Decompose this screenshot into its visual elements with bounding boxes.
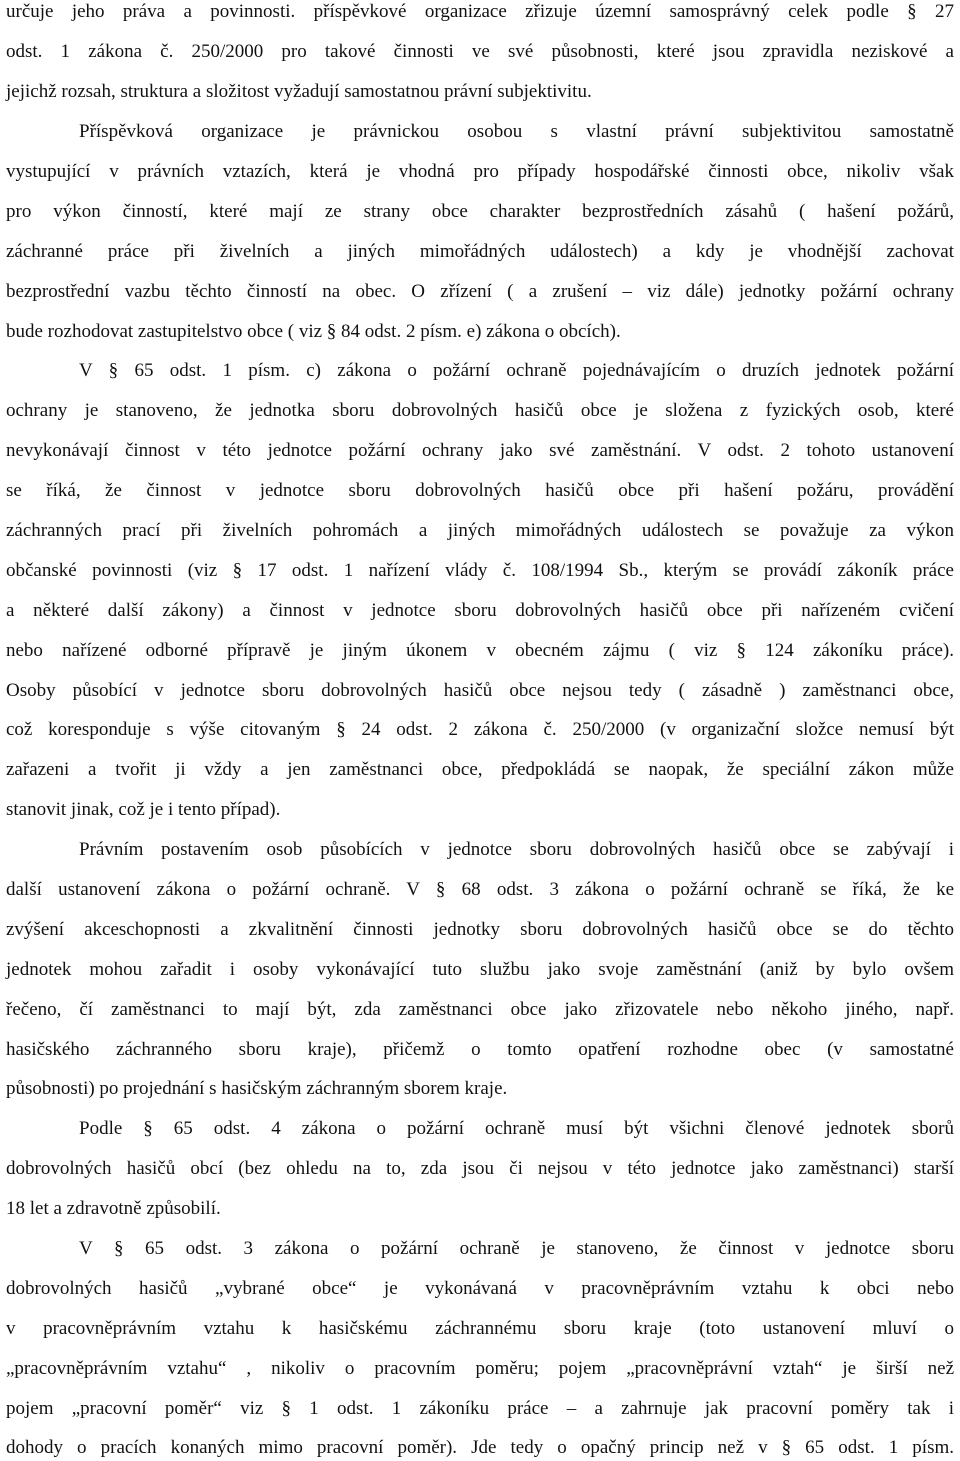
text-line: zvýšení akceschopnosti a zkvalitnění činnosti jednotky sboru dobrovolných hasičů obce se do těchto	[6, 919, 954, 940]
text-line: Osoby působící v jednotce sboru dobrovolných hasičů obce nejsou tedy ( zásadně ) zaměstnanci obce,	[6, 680, 954, 701]
text-line: záchranných prací při živelních pohromách a jiných mimořádných událostech se považuje za výkon	[6, 520, 954, 541]
text-line: nevykonávají činnost v této jednotce požární ochrany jako své zaměstnání. V odst. 2 tohoto ustanovení	[6, 440, 954, 461]
text-line: stanovit jinak, což je i tento případ).	[6, 799, 281, 820]
text-line: odst. 1 zákona č. 250/2000 pro takové činnosti ve své působnosti, které jsou zpravidla neziskové a	[6, 41, 954, 62]
text-line: ochrany je stanoveno, že jednotka sboru dobrovolných hasičů obce je složena z fyzických osob, které	[6, 400, 954, 421]
text-line: jednotek mohou zařadit i osoby vykonávající tuto službu jako svoje zaměstnání (aniž by bylo ovšem	[6, 959, 954, 980]
text-line: záchranné práce při živelních a jiných mimořádných událostech) a kdy je vhodnější zachovat	[6, 241, 954, 262]
text-line: „pracovněprávním vztahu“ , nikoliv o pracovním poměru; pojem „pracovněprávní vztah“ je širší než	[6, 1358, 954, 1379]
text-line: Právním postavením osob působících v jednotce sboru dobrovolných hasičů obce se zabývají i	[79, 839, 954, 860]
text-line: bude rozhodovat zastupitelstvo obce ( viz § 84 odst. 2 písm. e) zákona o obcích).	[6, 321, 621, 342]
text-line: další ustanovení zákona o požární ochraně. V § 68 odst. 3 zákona o požární ochraně se říká, že ke	[6, 879, 954, 900]
text-line: dobrovolných hasičů obcí (bez ohledu na to, zda jsou či nejsou v této jednotce jako zaměstnanci) starší	[6, 1158, 954, 1179]
text-line: zařazeni a tvořit ji vždy a jen zaměstnanci obce, předpokládá se naopak, že speciální zákon může	[6, 759, 954, 780]
text-line: řečeno, čí zaměstnanci to mají být, zda zaměstnanci obce jako zřizovatele nebo někoho jiného, např.	[6, 999, 954, 1020]
text-line: jejichž rozsah, struktura a složitost vyžadují samostatnou právní subjektivitu.	[6, 81, 592, 102]
text-line: pro výkon činností, které mají ze strany obce charakter bezprostředních zásahů ( hašení požárů,	[6, 201, 954, 222]
text-line: bezprostřední vazbu těchto činností na obec. O zřízení ( a zrušení – viz dále) jednotky požární ochrany	[6, 281, 954, 302]
text-line: V § 65 odst. 3 zákona o požární ochraně je stanoveno, že činnost v jednotce sboru	[79, 1238, 954, 1259]
text-line: hasičského záchranného sboru kraje), přičemž o tomto opatření rozhodne obec (v samostatné	[6, 1039, 954, 1060]
text-line: v pracovněprávním vztahu k hasičskému záchrannému sboru kraje (toto ustanovení mluví o	[6, 1318, 954, 1339]
text-line: V § 65 odst. 1 písm. c) zákona o požární ochraně pojednávajícím o druzích jednotek požární	[79, 360, 954, 381]
text-line: a některé další zákony) a činnost v jednotce sboru dobrovolných hasičů obce při nařízeném cvičení	[6, 600, 954, 621]
text-line: určuje jeho práva a povinnosti. příspěvkové organizace zřizuje územní samosprávný celek podle § 27	[6, 1, 954, 22]
text-line: Podle § 65 odst. 4 zákona o požární ochraně musí být všichni členové jednotek sborů	[79, 1118, 954, 1139]
text-line: občanské povinnosti (viz § 17 odst. 1 nařízení vlády č. 108/1994 Sb., kterým se provádí zákoník práce	[6, 560, 954, 581]
text-line: což koresponduje s výše citovaným § 24 odst. 2 zákona č. 250/2000 (v organizační složce nemusí být	[6, 719, 954, 740]
text-line: vystupující v právních vztazích, která je vhodná pro případy hospodářské činnosti obce, nikoliv však	[6, 161, 954, 182]
text-line: dobrovolných hasičů „vybrané obce“ je vykonávaná v pracovněprávním vztahu k obci nebo	[6, 1278, 954, 1299]
text-line: nebo nařízené odborné přípravě je jiným úkonem v obecném zájmu ( viz § 124 zákoníku práce).	[6, 640, 954, 661]
text-line: působnosti) po projednání s hasičským záchranným sborem kraje.	[6, 1078, 508, 1099]
text-line: 18 let a zdravotně způsobilí.	[6, 1198, 221, 1219]
text-line: dohody o pracích konaných mimo pracovní poměr). Jde tedy o opačný princip než v § 65 odst. 1 písm.	[6, 1437, 954, 1458]
text-line: se říká, že činnost v jednotce sboru dobrovolných hasičů obce při hašení požáru, provádění	[6, 480, 954, 501]
text-line: pojem „pracovní poměr“ viz § 1 odst. 1 zákoníku práce – a zahrnuje jak pracovní poměry tak i	[6, 1398, 954, 1419]
text-line: Příspěvková organizace je právnickou osobou s vlastní právní subjektivitou samostatně	[79, 121, 954, 142]
